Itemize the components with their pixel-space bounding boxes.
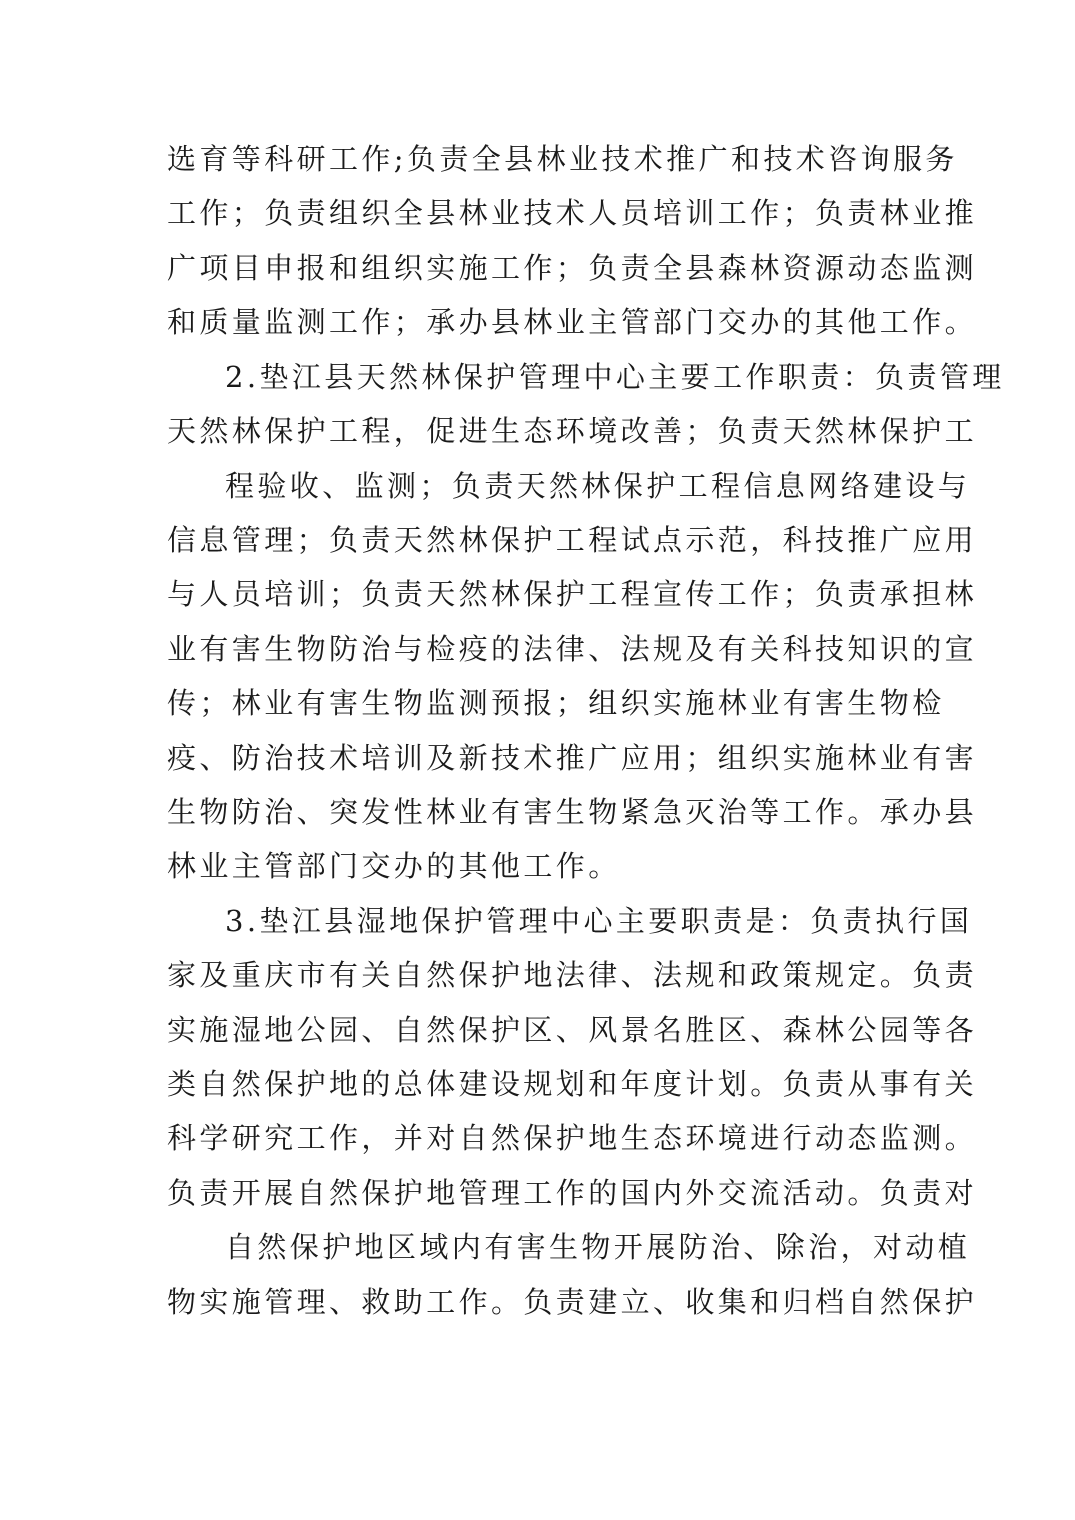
text-line: 林业主管部门交办的其他工作。 bbox=[167, 849, 621, 883]
text-line: 实施湿地公园、自然保护区、风景名胜区、森林公园等各 bbox=[167, 1013, 978, 1047]
text-line: 天然林保护工程，促进生态环境改善；负责天然林保护工 bbox=[167, 414, 978, 448]
text-line: 生物防治、突发性林业有害生物紧急灭治等工作。承办县 bbox=[167, 795, 978, 829]
text-line: 负责开展自然保护地管理工作的国内外交流活动。负责对 bbox=[167, 1176, 978, 1210]
text-line: 和质量监测工作；承办县林业主管部门交办的其他工作。 bbox=[167, 305, 978, 339]
paragraph-start-line: 3.垫江县湿地保护管理中心主要职责是：负责执行国 bbox=[225, 904, 973, 938]
text-line: 自然保护地区域内有害生物开展防治、除治，对动植 bbox=[225, 1230, 971, 1264]
text-line: 广项目申报和组织实施工作；负责全县森林资源动态监测 bbox=[167, 251, 978, 285]
text-line: 物实施管理、救助工作。负责建立、收集和归档自然保护 bbox=[167, 1285, 978, 1319]
text-line: 疫、防治技术培训及新技术推广应用；组织实施林业有害 bbox=[167, 741, 978, 775]
text-line: 家及重庆市有关自然保护地法律、法规和政策规定。负责 bbox=[167, 958, 978, 992]
text-line: 类自然保护地的总体建设规划和年度计划。负责从事有关 bbox=[167, 1067, 978, 1101]
text-line: 工作；负责组织全县林业技术人员培训工作；负责林业推 bbox=[167, 196, 978, 230]
text-line: 程验收、监测；负责天然林保护工程信息网络建设与 bbox=[225, 469, 971, 503]
text-line: 业有害生物防治与检疫的法律、法规及有关科技知识的宣 bbox=[167, 632, 978, 666]
text-line: 选育等科研工作;负责全县林业技术推广和技术咨询服务 bbox=[167, 142, 958, 176]
text-line: 与人员培训；负责天然林保护工程宣传工作；负责承担林 bbox=[167, 577, 978, 611]
text-line: 信息管理；负责天然林保护工程试点示范，科技推广应用 bbox=[167, 523, 978, 557]
paragraph-start-line: 2.垫江县天然林保护管理中心主要工作职责：负责管理 bbox=[225, 360, 1005, 394]
text-line: 科学研究工作，并对自然保护地生态环境进行动态监测。 bbox=[167, 1121, 978, 1155]
text-line: 传；林业有害生物监测预报；组织实施林业有害生物检 bbox=[167, 686, 945, 720]
